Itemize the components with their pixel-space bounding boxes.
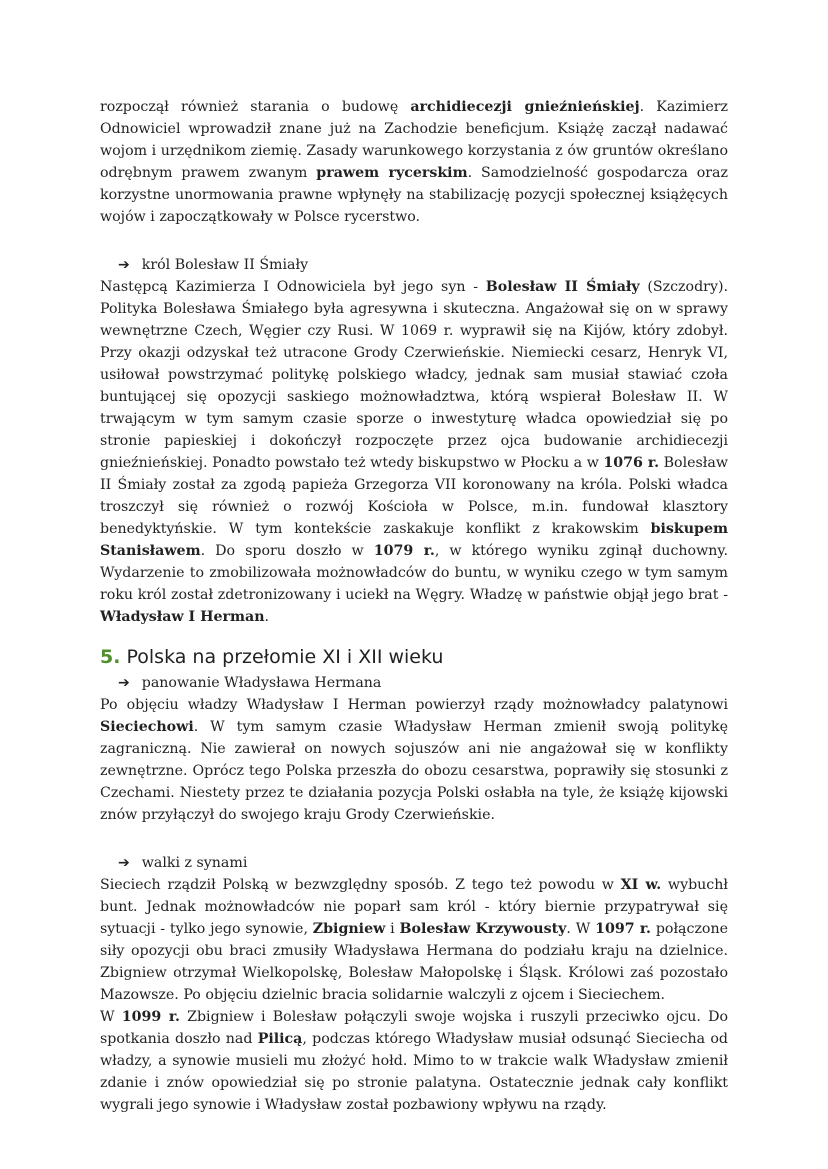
text-run: . Kazimierz Odnowiciel wprowadził znane już na Zachodzie beneficjum. Książę zaczął nadawać wojom i urzędnikom ziemię. Zasady warunkowego korzystania z ów gruntów określano odrębnym prawem zwanym (100, 99, 729, 181)
subheading-label: król Bolesław II Śmiały (141, 257, 309, 273)
text-run: , podczas którego Władysław musiał odsunąć Sieciecha od władzy, a synowie musieli mu złożyć hołd. Mimo to w trakcie walk Władysław zmienił zdanie i znów opowiedział się po stronie palatyna. Ostatecznie jednak cały konflikt wygrali jego synowie i Władysław został pozbawiony wpływu na rządy. (100, 1031, 728, 1113)
subheading-panowanie-hermana (118, 672, 728, 694)
text-run: Po objęciu władzy Władysław I Herman powierzył rządy możnowładcy palatynowi (100, 697, 728, 713)
arrow-right-icon: ➔ (118, 257, 130, 273)
bold-term: Pilicą (257, 1031, 303, 1047)
bold-term: Bolesław Krzywousty (399, 921, 567, 937)
text-run: i (385, 921, 400, 937)
bold-term: 1076 r. (603, 455, 660, 471)
bold-term: Władysław I Herman (100, 609, 265, 625)
text-run: . W tym samym czasie Władysław Herman zmienił swoją politykę zagraniczną. Nie zawierał on nowych sojuszów ani nie angażował się w konflikty zewnętrzne. Oprócz tego Polska przeszła do obozu cesarstwa, poprawiły się stosunki z Czechami. Niestety przez te działania pozycja Polski osłabła na tyle, że książę kijowski znów przyłączył do swojego kraju Grody Czerwieńskie. (100, 719, 728, 823)
text-run: Bolesław II Śmiały został za zgodą papieża Grzegorza VII koronowany na króla. Polski władca troszczył się również o rozwój Kościoła w Polsce, m.in. fundował klasztory benedyktyńskie. W tym kontekście zaskakuje konflikt z krakowskim (100, 455, 728, 537)
text-run: . Samodzielność gospodarcza oraz korzystne unormowania prawne wpłynęły na stabilizację pozycji społecznej książęcych wojów i zapoczątkowały w Polsce rycerstwo. (100, 165, 728, 225)
text-run: W (100, 1009, 122, 1025)
text-run: , w którego wyniku zginął duchowny. Wydarzenie to zmobilizowała możnowładców do buntu, w wyniku czego w tym samym roku król został zdetronizowany i uciekł na Węgry. Władzę w państwie objął jego brat - (100, 543, 728, 603)
text-run: wybuchł bunt. Jednak możnowładców nie poparł sam król - który biernie przypatrywał się sytuacji - tylko jego synowie, (100, 877, 728, 937)
subheading-label: panowanie Władysława Hermana (141, 675, 382, 691)
bold-term: 1099 r. (121, 1009, 180, 1025)
bold-term: 1097 r. (595, 921, 651, 937)
text-run: Sieciech rządził Polską w bezwzględny sposób. Z tego też powodu w (100, 877, 621, 893)
arrow-right-icon: ➔ (118, 675, 130, 691)
text-run: połączone siły opozycji obu braci zmusiły Władysława Hermana do podziału kraju na dzielnice. Zbigniew otrzymał Wielkopolskę, Bolesław Małopolskę i Śląsk. Królowi zaś pozostało Mazowsze. Po objęciu dzielnic bracia solidarnie walczyli z ojcem i Sieciechem. (100, 921, 729, 1003)
bold-term: biskupem Stanisławem (100, 521, 728, 559)
section-number: 5. (100, 646, 121, 668)
text-run: Zbigniew i Bolesław połączyli swoje wojska i ruszyli przeciwko ojcu. Do spotkania doszło nad (100, 1009, 728, 1047)
section-heading-5 (100, 644, 728, 670)
subheading-walki-z-synami (118, 852, 728, 874)
bold-term: Zbigniew (312, 921, 386, 937)
paragraph-boleslaw-smialy (100, 276, 728, 628)
text-run: . Do sporu doszło w (200, 543, 374, 559)
text-run: (Szczodry). Polityka Bolesława Śmiałego była agresywna i skuteczna. Angażował się on w sprawy wewnętrzne Czech, Węgier czy Rusi. W 1069 r. wyprawił się na Kijów, który zdobył. Przy okazji odzyskał też utracone Grody Czerwieńskie. Niemiecki cesarz, Henryk VI, usiłował powstrzymać politykę polskiego władcy, jednak sam musiał stawiać czoła buntującej się opozycji saskiego możnowładztwa, którą wspierał Bolesław II. W trwającym w tym samym czasie sporze o inwestyturę władca opowiedział się po stronie papieskiej i dokończył rozpoczęte przez ojca budowanie archidiecezji gnieźnieńskiej. Ponadto powstało też wtedy biskupstwo w Płocku a w (100, 279, 728, 471)
bold-term: Sieciechowi (100, 719, 194, 735)
text-run: . W (566, 921, 596, 937)
arrow-right-icon: ➔ (118, 855, 130, 871)
bold-term: 1079 r. (373, 543, 435, 559)
paragraph-walki-z-synami (100, 874, 728, 1006)
subheading-label: walki z synami (141, 855, 248, 871)
text-run: . (264, 609, 270, 625)
text-run: rozpoczął również starania o budowę (100, 99, 411, 115)
section-title: Polska na przełomie XI i XII wieku (120, 646, 444, 668)
bold-term: archidiecezji gnieźnieńskiej (410, 99, 640, 115)
bold-term: XI w. (620, 877, 662, 893)
bold-term: prawem rycerskim (316, 165, 468, 181)
bold-term: Bolesław II Śmiały (485, 279, 640, 295)
paragraph-panowanie-hermana (100, 694, 728, 826)
paragraph-1099 (100, 1006, 728, 1116)
subheading-boleslaw-smialy (118, 254, 728, 276)
text-run: Następcą Kazimierza I Odnowiciela był jego syn - (100, 279, 486, 295)
paragraph-beneficjum (100, 96, 728, 228)
